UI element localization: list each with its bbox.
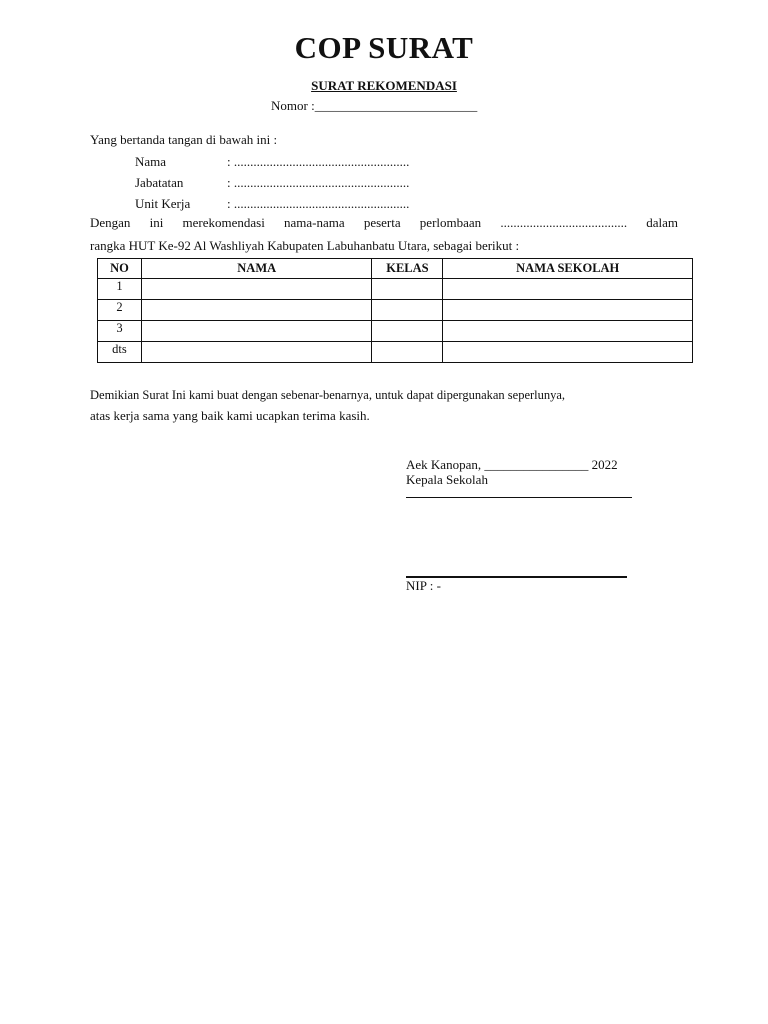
table-header-row bbox=[98, 259, 693, 279]
table-row bbox=[98, 300, 693, 321]
table-row bbox=[98, 279, 693, 300]
participants-table bbox=[97, 258, 693, 363]
closing-line-2: atas kerja sama yang baik kami ucapkan terima kasih. bbox=[90, 408, 370, 423]
intro-text: Yang bertanda tangan di bawah ini : bbox=[90, 132, 278, 147]
body-word: perlombaan bbox=[419, 215, 482, 230]
cell-nama bbox=[141, 300, 372, 321]
cell-kelas bbox=[372, 300, 443, 321]
field-value-jabatan: : ...................................................... bbox=[227, 175, 410, 190]
field-value-nama: : ...................................................... bbox=[227, 154, 410, 169]
table-row bbox=[98, 321, 693, 342]
cell-nama-sekolah bbox=[443, 342, 693, 363]
closing-line-1: Demikian Surat Ini kami buat dengan sebenar-benarnya, untuk dapat dipergunakan seperlunya, bbox=[90, 388, 566, 402]
body-word: merekomendasi bbox=[182, 215, 265, 230]
body-paragraph-line-2: rangka HUT Ke-92 Al Washliyah Kabupaten Labuhanbatu Utara, sebagai berikut : bbox=[90, 238, 520, 253]
body-word: ....................................... bbox=[500, 215, 628, 230]
body-word: ini bbox=[149, 215, 164, 230]
position-underline bbox=[406, 497, 632, 498]
column-header-no: NO bbox=[98, 259, 142, 279]
column-header-kelas: KELAS bbox=[372, 259, 443, 279]
column-header-nama-sekolah: NAMA SEKOLAH bbox=[443, 259, 693, 279]
body-word: dalam bbox=[646, 215, 679, 230]
column-header-nama: NAMA bbox=[141, 259, 372, 279]
field-label-unit-kerja: Unit Kerja bbox=[135, 196, 191, 211]
cell-nama bbox=[141, 321, 372, 342]
field-label-nama: Nama bbox=[135, 154, 167, 169]
cell-no: 1 bbox=[98, 279, 142, 300]
field-value-unit-kerja: : ...................................................... bbox=[227, 196, 410, 211]
cell-kelas bbox=[372, 342, 443, 363]
cell-nama-sekolah bbox=[443, 279, 693, 300]
cell-no: 2 bbox=[98, 300, 142, 321]
cell-no: 3 bbox=[98, 321, 142, 342]
signature-place-date: Aek Kanopan, ________________ 2022 bbox=[406, 457, 618, 472]
body-word: peserta bbox=[363, 215, 401, 230]
body-word: Dengan bbox=[90, 215, 131, 230]
body-word: nama-nama bbox=[284, 215, 345, 230]
body-paragraph-line-1 bbox=[90, 215, 678, 231]
letterhead-cop-surat: COP SURAT bbox=[294, 30, 474, 65]
cell-kelas bbox=[372, 321, 443, 342]
cell-nama-sekolah bbox=[443, 321, 693, 342]
signature-position: Kepala Sekolah bbox=[406, 472, 488, 487]
table-row bbox=[98, 342, 693, 363]
cell-nama bbox=[141, 342, 372, 363]
cell-kelas bbox=[372, 279, 443, 300]
letter-number: Nomor :_________________________ bbox=[271, 98, 478, 113]
cell-nama-sekolah bbox=[443, 300, 693, 321]
document-title: SURAT REKOMENDASI bbox=[311, 78, 457, 93]
cell-no: dts bbox=[98, 342, 142, 363]
field-label-jabatan: Jabatatan bbox=[135, 175, 184, 190]
nip-label: NIP : - bbox=[406, 578, 441, 593]
cell-nama bbox=[141, 279, 372, 300]
